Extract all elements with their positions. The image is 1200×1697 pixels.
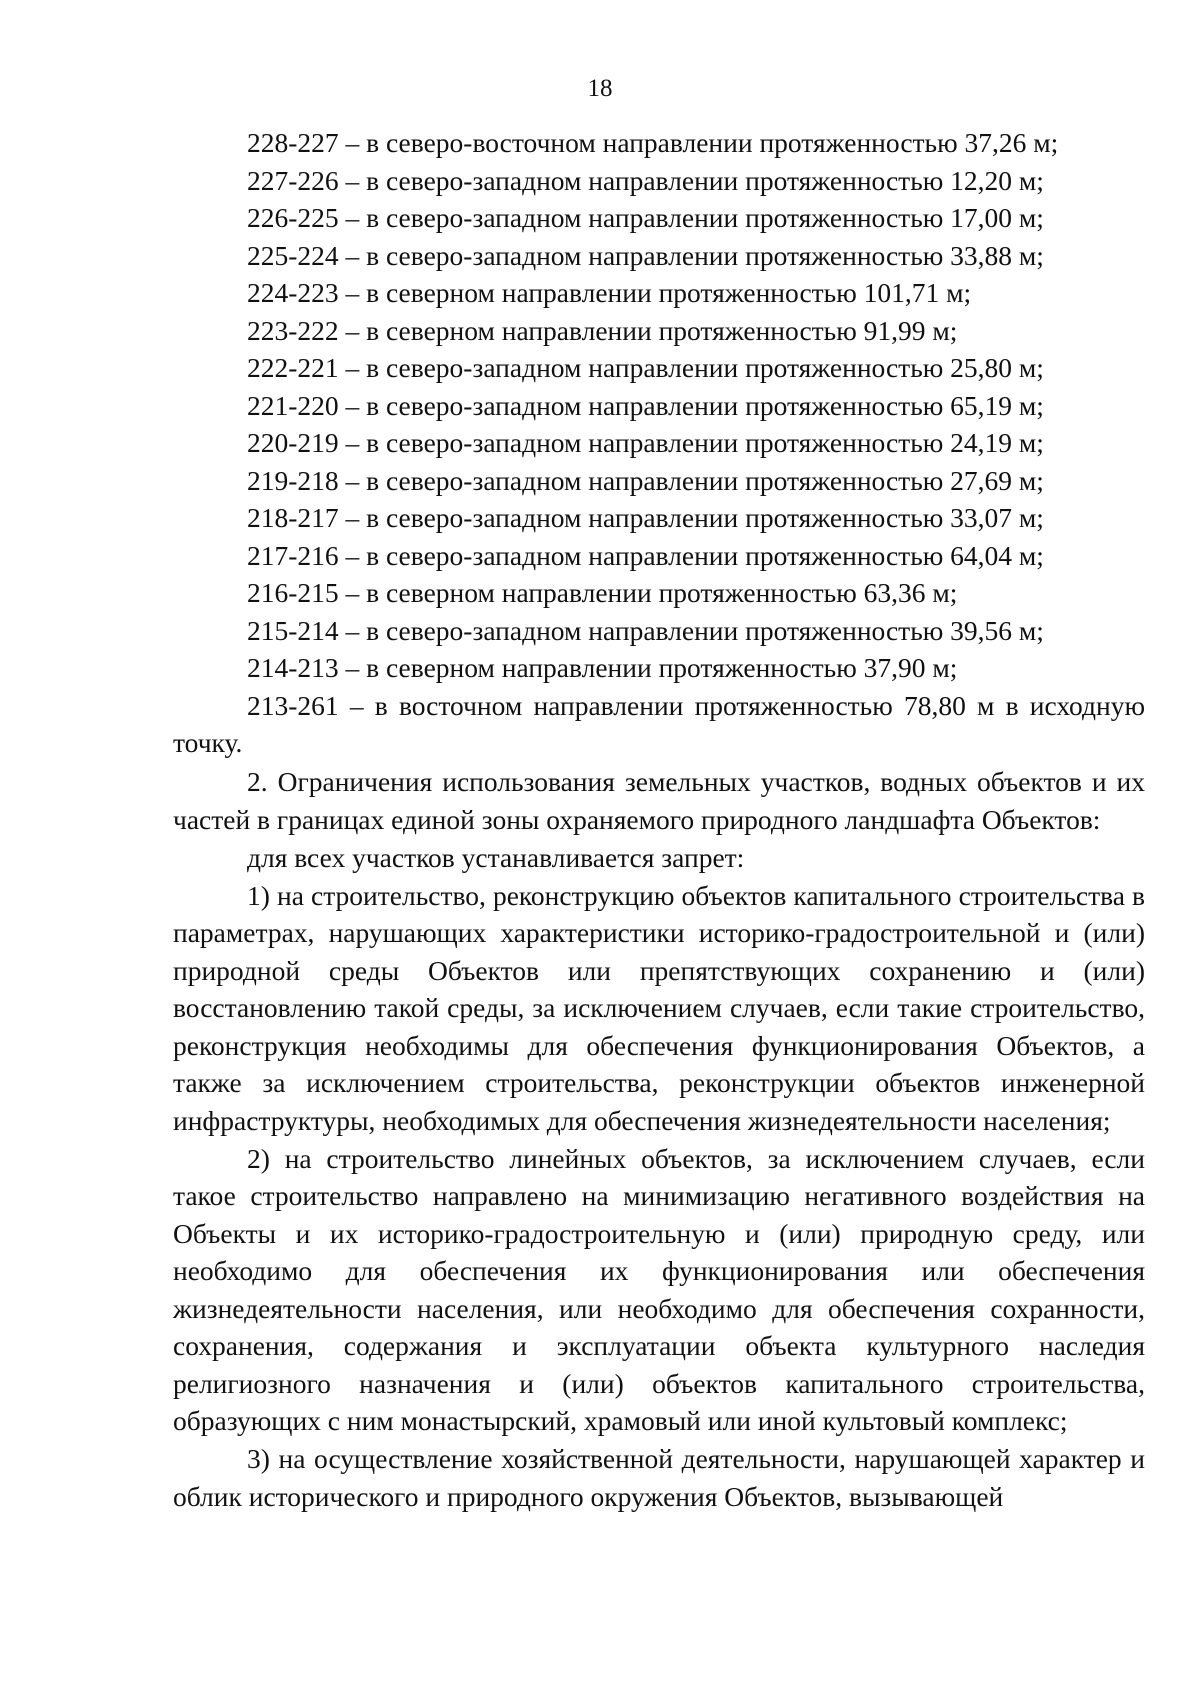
segment-line: 221-220 – в северо-западном направлении протяженностью 65,19 м; — [247, 389, 1044, 421]
paragraph-item-3: 3) на осуществление хозяйственной деятельности, нарушающей характер и облик исторического и природного окружения Объектов, вызывающей — [173, 1443, 1145, 1512]
boundary-segments-list — [173, 124, 1145, 762]
segment-line: 226-225 – в северо-западном направлении протяженностью 17,00 м; — [247, 202, 1044, 233]
segment-line: 218-217 – в северо-западном направлении протяженностью 33,07 м; — [247, 502, 1044, 533]
paragraph-item-2: 2) на строительство линейных объектов, за исключением случаев, если такое строительство направлено на минимизацию негативного воздействия на Объекты и их историко-градостроительную и (или) природную среду, или необходимо для обеспечения их функционирования или обеспечения жизнедеятельности населения, или необходимо для обеспечения сохранности, сохранения, содержания и эксплуатации объекта культурного наследия религиозного назначения и (или) объектов капитального строительства, образующих с ним монастырский, храмовый или иной культовый комплекс; — [173, 1142, 1145, 1436]
segment-line: 222-221 – в северо-западном направлении протяженностью 25,80 м; — [247, 352, 1044, 383]
segment-line: 223-222 – в северном направлении протяженностью 91,99 м; — [247, 314, 958, 346]
segment-line: 214-213 – в северном направлении протяженностью 37,90 м; — [247, 652, 958, 683]
paragraph-restrictions-heading: 2. Ограничения использования земельных участков, водных объектов и их частей в границах единой зоны охраняемого природного ландшафта Объектов: — [173, 766, 1145, 835]
segment-line: 225-224 – в северо-западном направлении протяженностью 33,88 м; — [247, 239, 1044, 271]
segment-line: 220-219 – в северо-западном направлении протяженностью 24,19 м; — [247, 427, 1044, 458]
segment-line: 228-227 – в северо-восточном направлении протяженностью 37,26 м; — [247, 127, 1059, 158]
segment-line: 217-216 – в северо-западном направлении протяженностью 64,04 м; — [247, 539, 1044, 571]
segment-line: 224-223 – в северном направлении протяженностью 101,71 м; — [247, 277, 972, 308]
paragraph-prohibition-intro: для всех участков устанавливается запрет: — [247, 841, 745, 873]
page-number: 18 — [587, 75, 613, 102]
segment-line: 215-214 – в северо-западном направлении протяженностью 39,56 м; — [247, 614, 1044, 646]
paragraph-item-1: 1) на строительство, реконструкцию объектов капитального строительства в параметрах, нарушающих характеристики историко-градостроительной и (или) природной среды Объектов или препятствующих сохранению и (или) восстановлению такой среды, за исключением случаев, если такие строительство, реконструкция необходимы для обеспечения функционирования Объектов, а также за исключением строительства, реконструкции объектов инженерной инфраструктуры, необходимых для обеспечения жизнедеятельности населения; — [173, 879, 1145, 1136]
segment-line-final: 213-261 – в восточном направлении протяженностью 78,80 м в исходную точку. — [173, 689, 1145, 758]
segment-line: 227-226 – в северо-западном направлении протяженностью 12,20 м; — [247, 164, 1044, 196]
segment-line: 216-215 – в северном направлении протяженностью 63,36 м; — [247, 577, 958, 608]
restrictions-section — [173, 763, 1145, 1515]
segment-line: 219-218 – в северо-западном направлении протяженностью 27,69 м; — [247, 464, 1044, 496]
